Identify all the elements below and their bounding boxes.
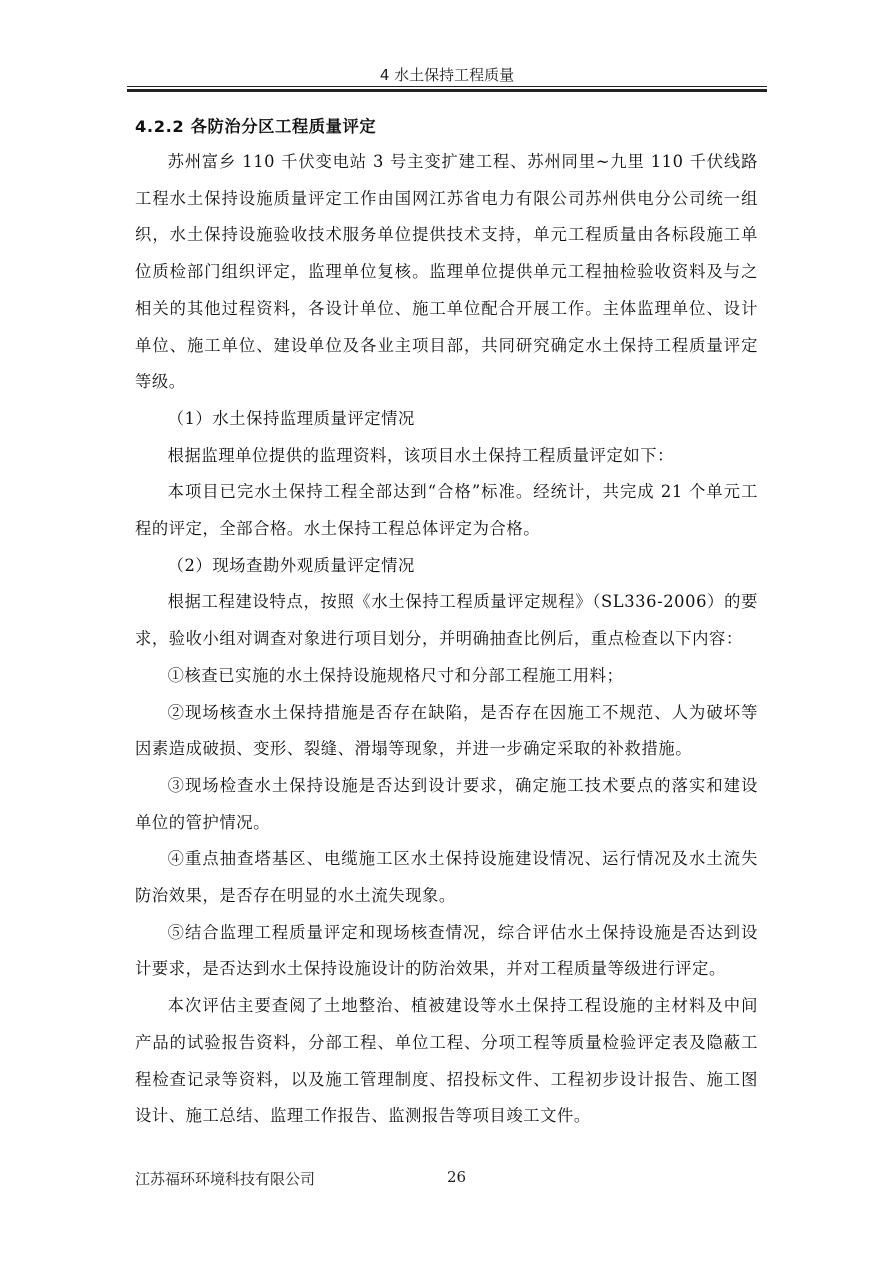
paragraph-conclusion: 本次评估主要查阅了土地整治、植被建设等水土保持工程设施的主材料及中间产品的试验报告资料，分部工程、单位工程、分项工程等质量检验评定表及隐蔽工程检查记录等资料，以及施工管理制度、招投标文件、工程初步设计报告、施工图设计、施工总结、监理工作报告、监测报告等项目竣工文件。 xyxy=(135,996,758,1126)
paragraph-supervision-result: 本项目已完水土保持工程全部达到“合格”标准。经统计，共完成 21 个单元工程的评定，全部合格。水土保持工程总体评定为合格。 xyxy=(135,482,758,539)
header-rule-thin xyxy=(127,86,767,87)
list-item-3: ③现场检查水土保持设施是否达到设计要求，确定施工技术要点的落实和建设单位的管护情况。 xyxy=(135,775,758,832)
list-item-2: ②现场核查水土保持措施是否存在缺陷，是否存在因施工不规范、人为破坏等因素造成破损、变形、裂缝、滑塌等现象，并进一步确定采取的补救措施。 xyxy=(135,702,758,759)
page-number: 26 xyxy=(447,1168,467,1186)
paragraph-site-survey-basis: 根据工程建设特点，按照《水土保持工程质量评定规程》（SL336-2006）的要求，验收小组对调查对象进行项目划分，并明确抽查比例后，重点检查以下内容： xyxy=(135,592,758,649)
subheading-supervision: （1）水土保持监理质量评定情况 xyxy=(167,408,415,428)
footer-company: 江苏福环环境科技有限公司 xyxy=(135,1170,316,1188)
paragraph-supervision-basis: 根据监理单位提供的监理资料，该项目水土保持工程质量评定如下： xyxy=(167,445,675,465)
list-item-4: ④重点抽查塔基区、电缆施工区水土保持设施建设情况、运行情况及水土流失防治效果，是否存在明显的水土流失现象。 xyxy=(135,849,758,906)
subheading-site-survey: （2）现场查勘外观质量评定情况 xyxy=(167,555,415,575)
page-header-title: 4 水土保持工程质量 xyxy=(379,66,515,84)
list-item-1: ①核查已实施的水土保持设施规格尺寸和分部工程施工用料； xyxy=(167,665,624,685)
paragraph-intro: 苏州富乡 110 千伏变电站 3 号主变扩建工程、苏州同里~九里 110 千伏线路工程水土保持设施质量评定工作由国网江苏省电力有限公司苏州供电分公司统一组织，水土保持设施验收技术服务单位提供技术支持，单元工程质量由各标段施工单位质检部门组织评定，监理单位复核。监理单位提供单元工程抽检验收资料及与之相关的其他过程资料，各设计单位、施工单位配合开展工作。主体监理单位、设计单位、施工单位、建设单位及各业主项目部，共同研究确定水土保持工程质量评定等级。 xyxy=(135,152,758,392)
section-heading: 4.2.2 各防治分区工程质量评定 xyxy=(135,117,377,136)
header-rule-thick xyxy=(127,89,767,92)
list-item-5: ⑤结合监理工程质量评定和现场核查情况，综合评估水土保持设施是否达到设计要求，是否达到水土保持设施设计的防治效果，并对工程质量等级进行评定。 xyxy=(135,922,758,979)
page-body xyxy=(135,112,758,1135)
